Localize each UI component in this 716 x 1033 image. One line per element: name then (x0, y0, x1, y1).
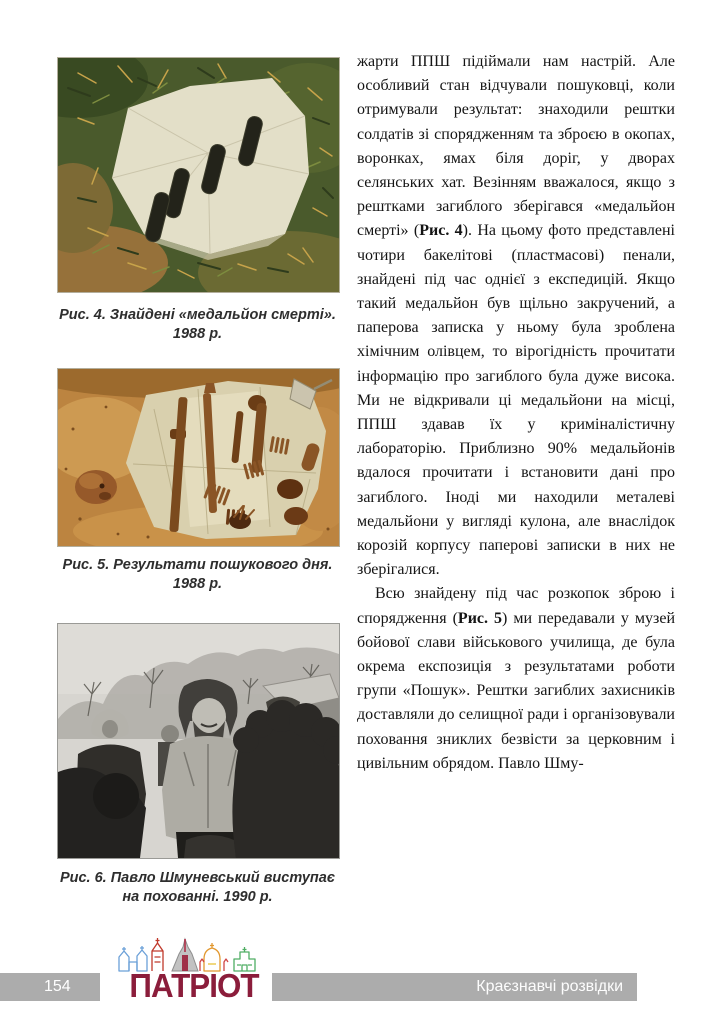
footer-bar (0, 973, 637, 1001)
article-text-column (357, 50, 675, 776)
figure4-photo (57, 57, 340, 293)
figure4-caption (57, 306, 338, 344)
paragraph-2-text: Всю знайдену під час розкопок зброю і спорядження ( (357, 585, 675, 627)
page-number: 154 (44, 978, 71, 995)
figure4-reference: Рис. 4 (419, 222, 463, 240)
figure5-reference: Рис. 5 (457, 609, 503, 627)
figure4-caption-line2: 1988 р. (172, 326, 223, 342)
figure6-photo (57, 623, 340, 859)
paragraph-2 (357, 582, 675, 776)
figure5-photo (57, 368, 340, 547)
paragraph-1-text: жарти ППШ підіймали нам настрій. Але особливий стан відчували пошуковці, коли отримували результат: знаходили рештки солдатів зі спорядженням та зброєю в окопах, воронках, ямах біля доріг, у дворах селянських хат. Везінням вважалося, якщо з рештками загиблого зберігався «медальйон смерті» ( (357, 53, 675, 240)
figure-6 (57, 623, 338, 859)
figure-5 (57, 368, 338, 547)
paragraph-1 (357, 50, 675, 582)
paragraph-2-text-cont: ) ми передавали у музей бойової слави військового училища, де була окрема експозиція з результатами роботи групи «Пошук». Рештки загиблих захисників доставляли до селищної ради і організовували поховання зниклих безвісти за церковним і цивільним обрядом. Павло Шму- (357, 609, 676, 772)
patriot-logo: ПАТРІОТ (129, 967, 259, 1004)
figure4-caption-line1: Рис. 4. Знайдені «медальйон смерті». (59, 307, 336, 323)
section-label: Краєзнавчі розвідки (476, 978, 623, 995)
figure5-caption-line2: 1988 р. (172, 576, 223, 592)
paragraph-1-text-cont: ). На цьому фото представлені чотири бакелітові (пластмасові) пенали, знайдені під час однієї з експедицій. Якщо такий медальйон був щільно закручений, а паперова записка у ньому була зроблена хімічним олівцем, то вірогідність прочитати інформацію про загиблого була дуже висока. Ми не відкривали ці медальйони на місці, ППШ здавав їх у криміналістичну лабораторію. Приблизно 90% медальйонів вдалося прочитати і встановити дані про загиблого. Іноді ми находили металеві медальйони у вигляді кулона, але внаслідок корозій корпусу паперові записки в них не зберігалися. (357, 222, 676, 579)
figure5-caption-line1: Рис. 5. Результати пошукового дня. (62, 557, 333, 573)
figure6-caption (57, 869, 338, 907)
figure6-caption-line2: на похованні. 1990 р. (122, 889, 273, 905)
figure6-caption-line1: Рис. 6. Павло Шмуневський виступає (59, 870, 336, 886)
figure5-caption (57, 556, 338, 594)
figure-4 (57, 57, 338, 293)
